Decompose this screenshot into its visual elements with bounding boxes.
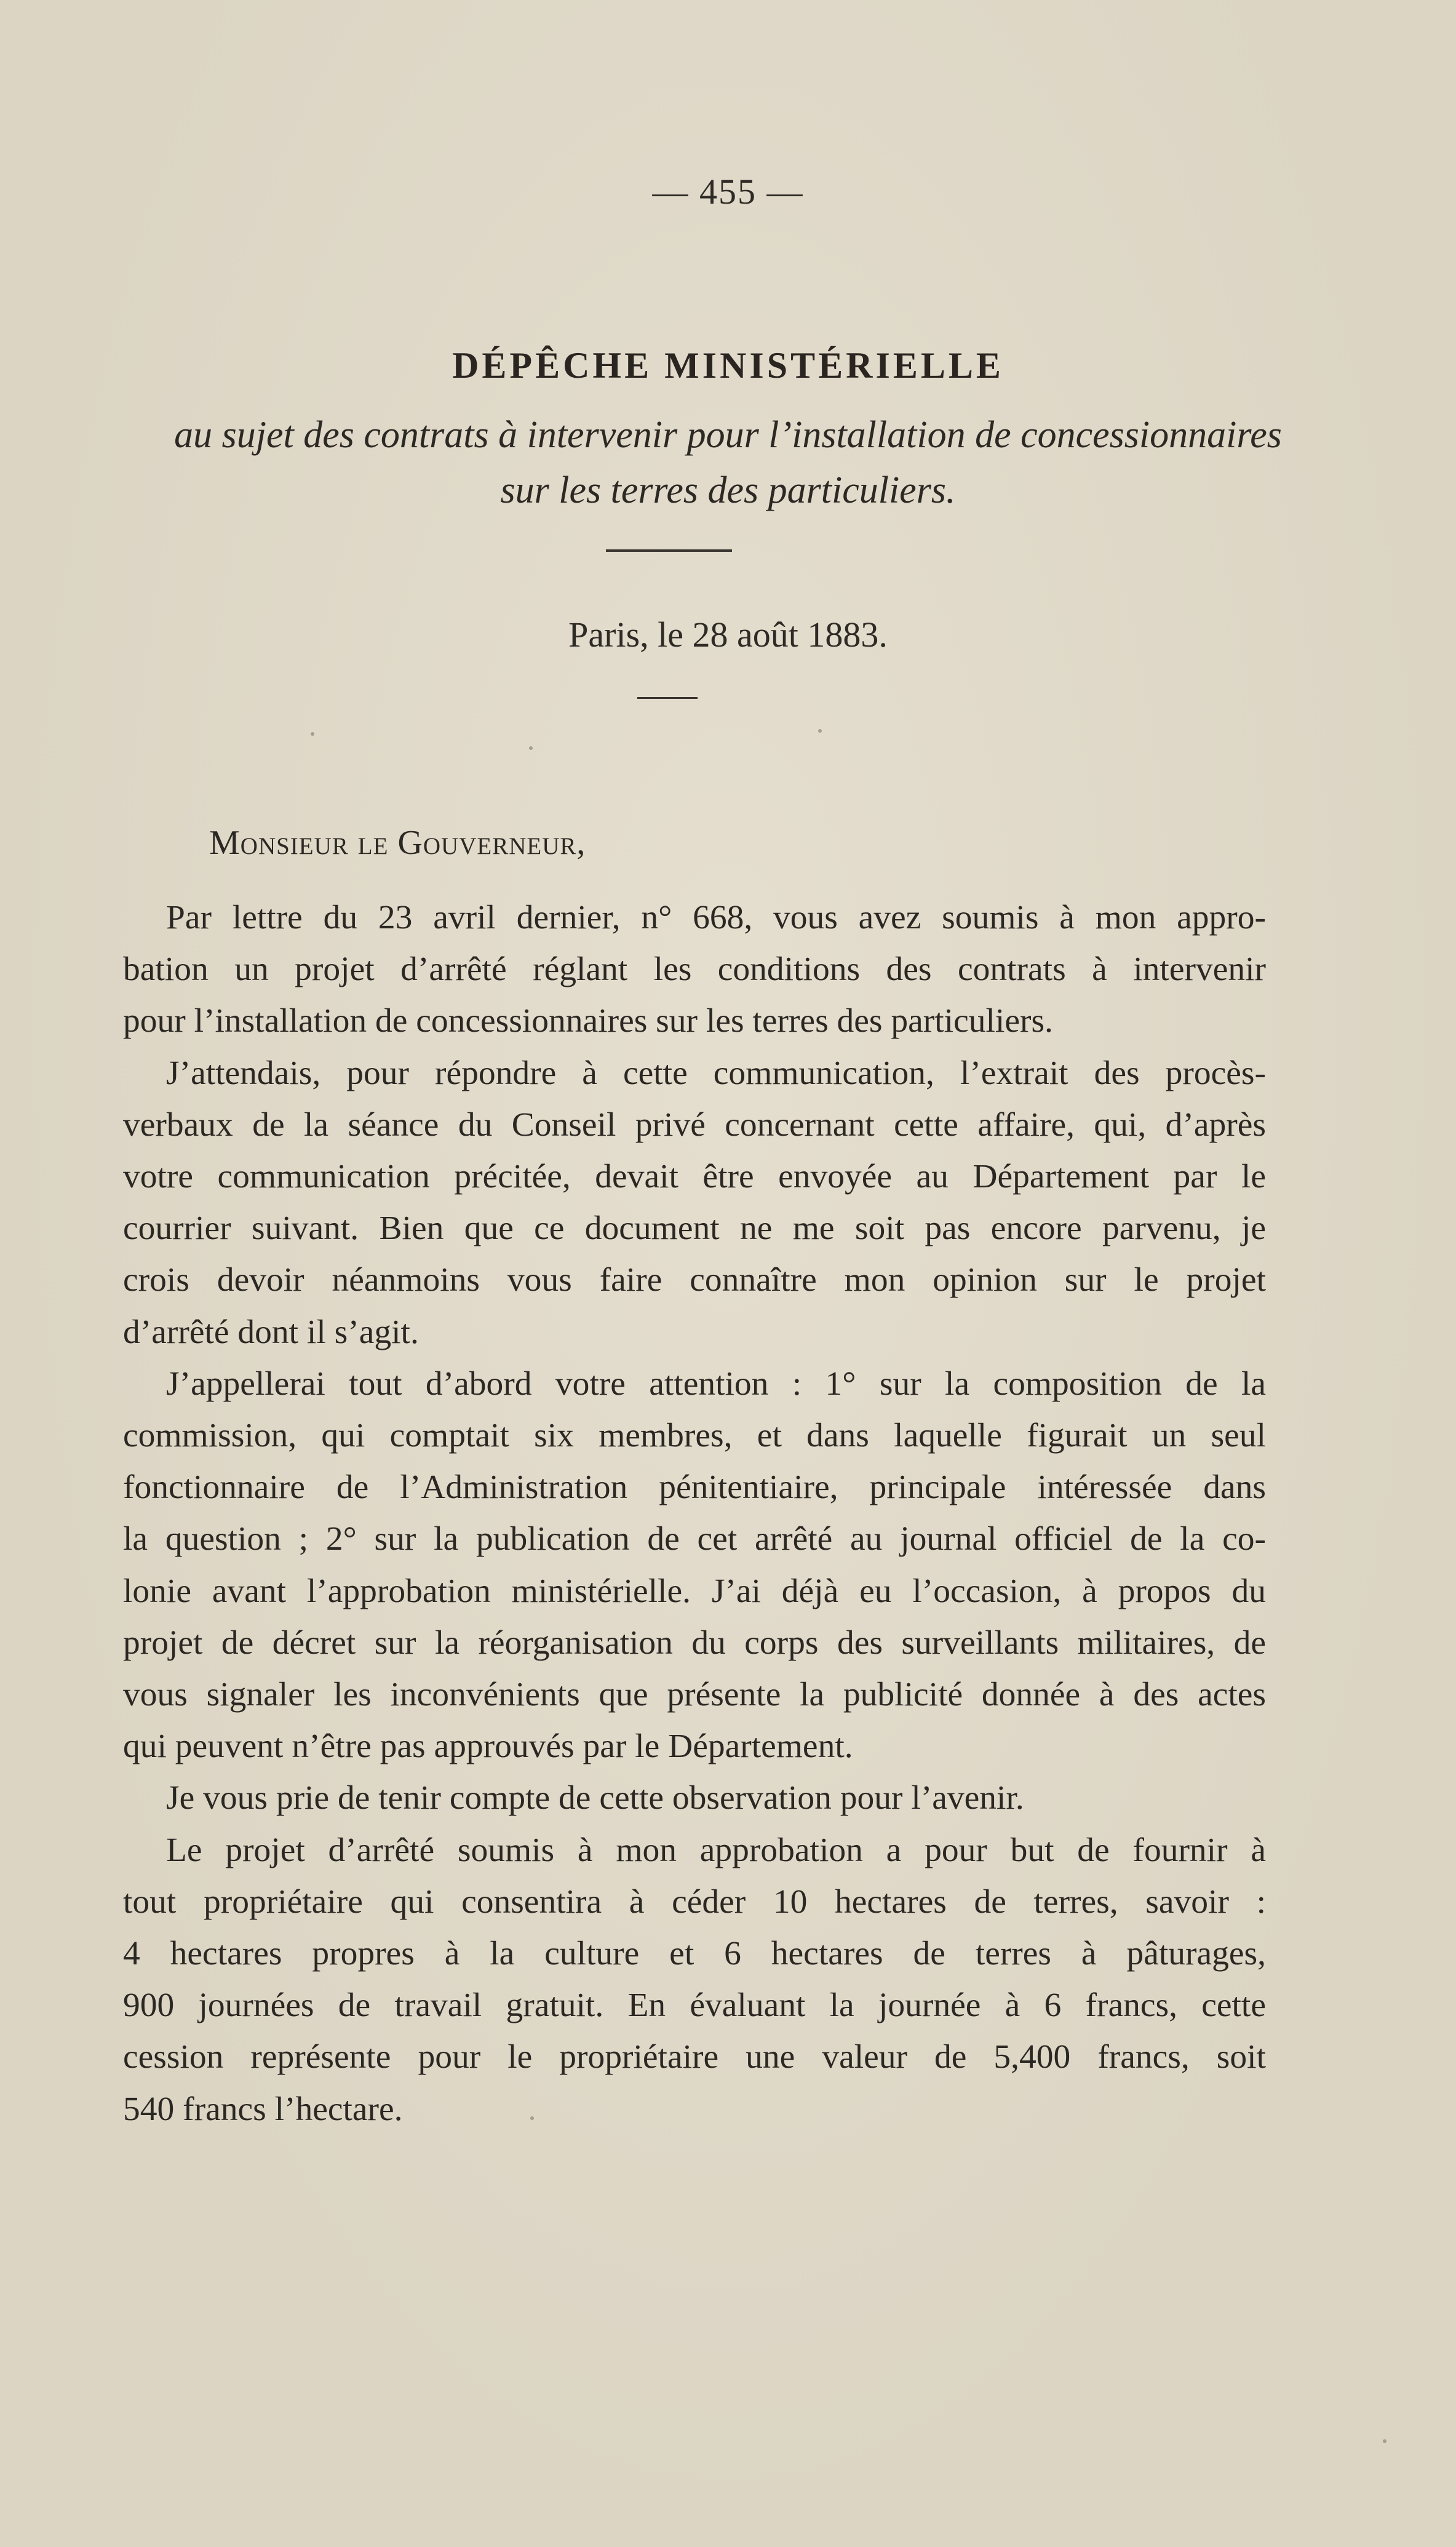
text-line: d’arrêté dont il s’agit. [123, 1313, 419, 1351]
text-line: la question ; 2° sur la publication de cet arrêté au journal officiel de la co- [123, 1520, 1266, 1558]
text-line: J’appellerai tout d’abord votre attention : 1° sur la composition de la [166, 1365, 1266, 1403]
text-line: 540 francs l’hectare. [123, 2090, 403, 2128]
paper-speck [530, 2116, 534, 2120]
paragraph [80, 1825, 1266, 2135]
dateline: Paris, le 28 août 1883. [568, 615, 888, 655]
text-line: 4 hectares propres à la culture et 6 hectares de terres à pâturages, [123, 1935, 1266, 1973]
paper-speck [1383, 2439, 1386, 2443]
text-line: Le projet d’arrêté soumis à mon approbation a pour but de fournir à [166, 1831, 1266, 1869]
text-line: J’attendais, pour répondre à cette communication, l’extrait des procès- [166, 1054, 1266, 1092]
paragraph [80, 1048, 1266, 1358]
text-line: verbaux de la séance du Conseil privé concernant cette affaire, qui, d’après [123, 1106, 1266, 1144]
text-line: 900 journées de travail gratuit. En évaluant la journée à 6 francs, cette [123, 1987, 1266, 2025]
text-line: commission, qui comptait six membres, et dans laquelle figurait un seul [123, 1417, 1266, 1455]
text-line: fonctionnaire de l’Administration pénitentiaire, principale intéressée dans [123, 1469, 1266, 1507]
text-line: Je vous prie de tenir compte de cette observation pour l’avenir. [166, 1779, 1024, 1817]
subtitle-line: au sujet des contrats à intervenir pour l’installation de concessionnaires [174, 414, 1282, 456]
paragraph [80, 1358, 1266, 1773]
paragraph [80, 892, 1266, 1048]
text-line: lonie avant l’approbation ministérielle. J’ai déjà eu l’occasion, à propos du [123, 1572, 1266, 1610]
paper-speck [529, 746, 533, 750]
text-line: Par lettre du 23 avril dernier, n° 668, vous avez soumis à mon appro- [166, 899, 1266, 936]
text-line: courrier suivant. Bien que ce document ne me soit pas encore parvenu, je [123, 1210, 1266, 1248]
text-line: projet de décret sur la réorganisation du corps des surveillants militaires, de [123, 1624, 1266, 1662]
paper-speck [818, 729, 822, 733]
text-line: vous signaler les inconvénients que présente la publicité donnée à des actes [123, 1676, 1266, 1714]
text-line: votre communication précitée, devait être envoyée au Département par le [123, 1158, 1266, 1196]
letter-body [80, 892, 1266, 2135]
text-line: bation un projet d’arrêté réglant les conditions des contrats à intervenir [123, 951, 1266, 989]
text-line: qui peuvent n’être pas approuvés par le Département. [123, 1728, 853, 1766]
text-line: cession représente pour le propriétaire une valeur de 5,400 francs, soit [123, 2038, 1266, 2076]
document-title: DÉPÊCHE MINISTÉRIELLE [452, 345, 1004, 386]
salutation: Monsieur le Gouverneur, [209, 824, 586, 862]
title-divider [606, 549, 732, 552]
page-number: — 455 — [652, 172, 804, 212]
paragraph [80, 1772, 1266, 1824]
paper-speck [311, 732, 314, 736]
text-line: pour l’installation de concessionnaires sur les terres des particuliers. [123, 1002, 1053, 1040]
dateline-divider [637, 697, 698, 699]
document-subtitle [92, 407, 1364, 518]
subtitle-line: sur les terres des particuliers. [500, 469, 956, 511]
text-line: crois devoir néanmoins vous faire connaître mon opinion sur le projet [123, 1261, 1266, 1299]
text-line: tout propriétaire qui consentira à céder 10 hectares de terres, savoir : [123, 1883, 1266, 1921]
